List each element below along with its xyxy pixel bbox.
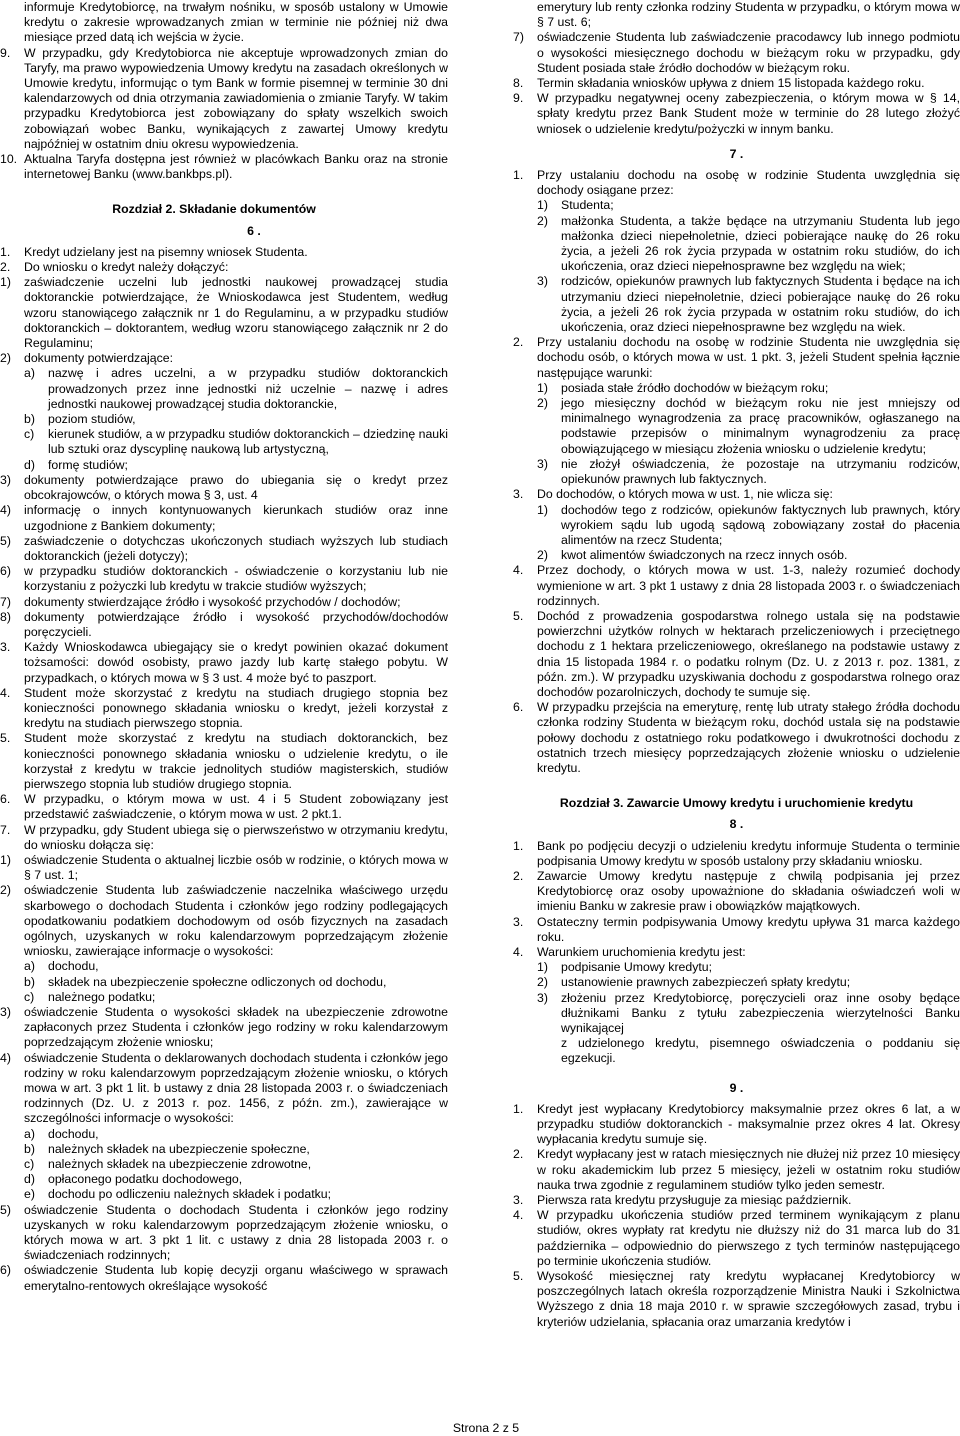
sub-item <box>0 534 448 564</box>
item-number: 1) <box>537 502 548 517</box>
list-item <box>513 335 960 381</box>
item-number: 5) <box>0 533 11 548</box>
list-item <box>513 91 960 137</box>
item-text: Wysokość miesięcznej raty kredytu wypłacanej Kredytobiorcy w poszczególnych latach określa rozporządzenie Ministra Nauki i Szkolnictwa Wyższego z dnia 18 maja 2010 r. w sprawie szczegółowych zasad, trybu i kryteriów udzielania, spłacania oraz umarzania kredytów i <box>537 1269 960 1329</box>
item-text: dochodu, <box>48 1126 99 1141</box>
item-number: 5. <box>513 1269 524 1284</box>
section-6-heading: 6 . <box>247 223 261 238</box>
item-text: formę studiów; <box>48 457 128 472</box>
item-text: podpisanie Umowy kredytu; <box>561 960 713 975</box>
item-text: opłaconego podatku dochodowego, <box>48 1172 243 1187</box>
item-text: W przypadku, gdy Student ubiega się o pierwszeństwo w otrzymaniu kredytu, do wniosku dołącza się: <box>24 822 448 852</box>
item-number: 1) <box>537 198 548 213</box>
item-text: Bank po podjęciu decyzji o udzieleniu kredytu informuje Studenta o terminie podpisania Umowy kredytu w sposób ustalony przy składaniu wniosku. <box>537 838 960 868</box>
list-item <box>0 260 448 275</box>
sub-sub-item <box>24 427 448 457</box>
item-number: 7) <box>513 30 524 45</box>
item-text: oświadczenie Studenta o aktualnej liczbie osób w rodzinie, o których mowa w § 7 ust. 1; <box>24 852 448 883</box>
item-text: oświadczenie Studenta lub zaświadczenie pracodawcy lub innego podmiotu o wysokości miesięcznego dochodu w bieżącym roku w przypadku, gdy Student posiada stałe źródło dochodów w bieżącym roku. <box>537 30 960 75</box>
list-item <box>513 1208 960 1269</box>
item-number: 3) <box>0 1005 11 1019</box>
item-number: 5. <box>513 608 524 623</box>
list-item <box>513 487 960 502</box>
sub-item <box>513 30 960 76</box>
item-number: 4) <box>0 1050 11 1065</box>
item-text: dokumenty potwierdzające prawo do ubiegania się o kredyt przez obcokrajowców, o których mowa § 3, ust. 4 <box>24 472 448 503</box>
item-text: Aktualna Taryfa dostępna jest również w placówkach Banku oraz na stronie internetowej Banku (www.bankbps.pl). <box>24 152 448 182</box>
item-text: dochodów tego z rodziców, opiekunów faktycznych lub prawnych, który wyrokiem sądu lub ugodą sądową zobowiązany został do płacenia alimentów na rzecz Studenta; <box>561 502 960 547</box>
item-text: oświadczenie Studenta o dochodach Studenta i członków jego rodziny uzyskanych w roku kalendarzowym poprzedzającym złożenie wniosku, o których mowa w art. 3 pkt 1 lit. c ustawy z dnia 28 listopada 2003 r. o świadczeniach rodzinnych; <box>24 1202 448 1263</box>
item-text: Do wniosku o kredyt należy dołączyć: <box>24 260 229 275</box>
list-item <box>0 823 448 853</box>
item-number: 3. <box>0 640 11 655</box>
list-item <box>513 945 960 960</box>
item-number: 4. <box>0 685 11 700</box>
sub-item <box>0 1005 448 1051</box>
list-item <box>0 640 448 686</box>
sub-item <box>537 457 960 487</box>
sub-item <box>0 1051 448 1127</box>
item-text: dokumenty stwierdzające źródło i wysokość przychodów / dochodów; <box>24 594 401 609</box>
item-text: Przez dochody, o których mowa w ust. 1-3, należy rozumieć dochody wymienione w art. 3 pkt 1 ustawy z dnia 28 listopada 2003 r. o świadczeniach rodzinnych. <box>537 563 960 608</box>
paragraph-9 <box>0 46 448 152</box>
sub-sub-item <box>24 959 448 974</box>
chapter-2-title: Rozdział 2. Składanie dokumentów <box>112 202 316 217</box>
item-text: W przypadku, o którym mowa w ust. 4 i 5 Student zobowiązany jest przedstawić zaświadczenie, o którym mowa w ust. 2 pkt.1. <box>24 792 448 822</box>
item-text: oświadczenie Studenta lub zaświadczenie naczelnika właściwego urzędu skarbowego o dochodach Studenta i członków jego rodziny podlegających opodatkowaniu podatkiem dochodowym od osób fizycznych na zasadach ogólnych, uzyskanych w roku kalendarzowym poprzedzającym złożenie wniosku, zawierające informacje o wysokości: <box>24 883 448 959</box>
sub-item <box>0 883 448 959</box>
item-text: Warunkiem uruchomienia kredytu jest: <box>537 944 746 959</box>
item-text: W przypadku, gdy Kredytobiorca nie akceptuje wprowadzonych zmian do Taryfy, ma prawo wypowiedzenia Umowy kredytu na zasadach określonych w Umowie kredytu, informując o tym Bank w formie pisemnej w terminie 30 dni kalendarzowych od dnia otrzymania zawiadomienia o zmianie Taryfy. W takim przypadku Kredytobiorca jest zobowiązany do spłaty wszelkich swoich zobowiązań wobec Banku, wynikających z zawartej Umowy kredytu najpóźniej w ostatnim dniu okresu wypowiedzenia. <box>24 45 448 151</box>
item-text: kwot alimentów świadczonych na rzecz innych osób. <box>561 548 848 563</box>
item-text: Pierwsza rata kredytu przysługuje za miesiąc październik. <box>537 1193 852 1208</box>
item-number: 1. <box>513 838 524 853</box>
item-number: 1) <box>537 960 548 975</box>
item-text: Kredyt jest wypłacany Kredytobiorcy maksymalnie przez okres 6 lat, a w przypadku studiów doktoranckich - maksymalnie przez okres 4 lat. Okresy wypłacania kredytu sumuje się. <box>537 1101 960 1147</box>
item-number: c) <box>24 1157 35 1172</box>
item-number: 1. <box>0 244 11 259</box>
item-text: składek na ubezpieczenie społeczne odliczonych od dochodu, <box>48 974 387 989</box>
item-number: a) <box>24 366 35 381</box>
sub-item <box>537 198 960 213</box>
page-number-footer: Strona 2 z 5 <box>452 1421 520 1435</box>
item-text: W przypadku negatywnej oceny zabezpieczenia, o którym mowa w § 14, spłaty kredytu przez Bank Student może w terminie do 28 lutego złożyć wniosek o udzielenie kredytu/pożyczki w innym banku. <box>537 91 960 136</box>
item-text: nazwę i adres uczelni, a w przypadku studiów doktoranckich prowadzonych przez inne jednostki niż uczelnie – nazwę i adres jednostki naukowej prowadzącej studia doktoranckie, <box>48 366 448 411</box>
sub-item <box>0 351 448 366</box>
item-number: a) <box>24 1126 35 1141</box>
item-text: jego miesięczny dochód w bieżącym roku nie jest mniejszy od minimalnego wynagrodzenia za pracę pracowników, ogłaszanego na podstawie przepisów o minimalnym wynagrodzeniu za pracę obowiązującego w miesiącu złożenia wniosku o udzielenie kredytu; <box>561 396 960 456</box>
item-text: Kredyt udzielany jest na pisemny wniosek Studenta. <box>24 244 308 259</box>
item-number: 2) <box>537 396 548 411</box>
item-text: dokumenty potwierdzające: <box>24 351 174 366</box>
list-item <box>513 168 960 198</box>
item-number: 2. <box>0 260 11 275</box>
sub-item <box>0 275 448 351</box>
item-text: Każdy Wnioskodawca ubiegający sie o kredyt powinien okazać dokument tożsamości: dowód osobisty, prawo jazdy lub kartę stałego pobytu. W przypadkach, o których mowa w § 3 ust. 4 może być to paszport. <box>24 640 448 685</box>
item-number: c) <box>24 989 35 1004</box>
item-text: W przypadku przejścia na emeryturę, rentę lub utraty stałego źródła dochodu członka rodziny Studenta w bieżącym roku, dochód ustala się na podstawie połowy dochodu z ostatniego roku podatkowego i dwukrotności dochodu z ostatnich trzech miesięcy poprzedzających złożenie wniosku o udzielenie kredytu. <box>537 700 960 775</box>
sub-item <box>0 473 448 503</box>
list-item <box>513 1147 960 1193</box>
list-item <box>513 76 960 91</box>
sub-item <box>0 503 448 533</box>
item-number: d) <box>24 457 35 472</box>
item-number: 3) <box>537 274 548 289</box>
item-number: 4. <box>513 563 524 578</box>
item-text: zaświadczenie uczelni lub jednostki naukowej prowadzącej studia doktoranckie potwierdzające, że Wnioskodawca jest Studentem, według wzoru stanowiącego załącznik nr 1 do Regulaminu, a w przypadku studiów doktoranckich – doktorantem, według wzoru stanowiącego załącznik nr 2 do Regulaminu; <box>24 275 448 351</box>
item-text: Ostateczny termin podpisywania Umowy kredytu upływa 31 marca każdego roku. <box>537 914 960 944</box>
item-number: 8. <box>513 76 524 91</box>
sub-item <box>0 1203 448 1264</box>
item-text: Zawarcie Umowy kredytu następuje z chwilą podpisania jej przez Kredytobiorcę oraz osoby upoważnione do składania oświadczeń woli w imieniu Banku w zakresie praw i obowiązków majątkowych. <box>537 868 960 914</box>
item-text: poziom studiów, <box>48 412 136 427</box>
item-text: Student może skorzystać z kredytu na studiach drugiego stopnia bez konieczności ponownego składania wniosku o kredyt, jeżeli korzystał z kredytu na studiach pierwszego stopnia. <box>24 685 448 731</box>
list-item <box>513 1269 960 1330</box>
list-item <box>513 700 960 776</box>
item-number: d) <box>24 1172 35 1187</box>
left-column <box>0 0 448 1294</box>
item-number: 3. <box>513 487 524 502</box>
list-item <box>0 731 448 792</box>
item-number: 3) <box>537 456 548 471</box>
chapter-3-title: Rozdział 3. Zawarcie Umowy kredytu i uruchomienie kredytu <box>559 796 914 811</box>
sub-sub-item <box>24 1142 448 1157</box>
item-text: małżonka Studenta, a także będące na utrzymaniu Studenta lub jego małżonka dzieci niepełnoletnie, dzieci pobierające naukę do 26 roku życia, a jeżeli 26 rok życia przypada w ostatnim roku studiów, do ich ukończenia, oraz dzieci niepełnosprawne bez względu na wiek; <box>561 213 960 274</box>
sub-item <box>537 991 960 1037</box>
continued-item: emerytury lub renty członka rodziny Studenta w przypadku, o którym mowa w § 7 ust. 6; <box>537 0 960 30</box>
item-number: 10. <box>0 152 18 167</box>
item-text: Termin składania wniosków upływa z dniem 15 listopada każdego roku. <box>537 76 925 91</box>
item-number: 1) <box>0 852 11 867</box>
item-text: ustanowienie prawnych zabezpieczeń spłaty kredytu; <box>561 975 851 990</box>
sub-item <box>0 610 448 640</box>
list-item <box>513 609 960 700</box>
sub-sub-item <box>24 975 448 990</box>
item-number: 2. <box>513 1147 524 1162</box>
item-text: Dochód z prowadzenia gospodarstwa rolnego ustala się na podstawie powierzchni użytków rolnych w hektarach przeliczeniowych i przeciętnego dochodu z 1 hektara przeliczeniowego, określanego na podstawie ustawy z dnia 15 listopada 1984 r. o podatku rolnym (Dz. U. z 2013 r. poz. 1381, z późn. zm.). W przypadku uzyskiwania dochodu z gospodarstwa rolnego oraz dochodów pozarolniczych, dochody te sumuje się. <box>537 608 960 699</box>
item-text: Studenta; <box>561 198 614 213</box>
paragraph-10 <box>0 152 448 182</box>
item-number: 2) <box>537 548 548 563</box>
item-text: oświadczenie Studenta o deklarowanych dochodach studenta i członków jego rodziny w roku kalendarzowym poprzedzającym złożenie wniosku, o których mowa w art. 3 pkt 1 lit. b ustawy z dnia 28 listopada 2003 r. o świadczeniach rodzinnych (Dz. U. z 2013 r. poz. 1456, z późn. zm.), zawierające w szczególności informacje o wysokości: <box>24 1050 448 1126</box>
list-item <box>513 563 960 609</box>
sub-sub-item <box>24 458 448 473</box>
item-text: Do dochodów, o których mowa w ust. 1, nie wlicza się: <box>537 487 833 502</box>
sub-item-continuation: z udzielonego kredytu, pisemnego oświadczenia o poddaniu się egzekucji. <box>561 1036 960 1066</box>
item-number: c) <box>24 427 35 442</box>
item-number: 2) <box>0 883 11 898</box>
item-number: 4. <box>513 944 524 959</box>
list-item <box>513 1102 960 1148</box>
item-number: 6. <box>0 792 11 807</box>
item-text: informację o innych kontynuowanych kierunkach studiów oraz inne uzgodnione z Bankiem dokumenty; <box>24 503 448 533</box>
item-number: 8) <box>0 609 11 624</box>
item-text: złożeniu przez Kredytobiorcę, poręczycieli oraz inne osoby będące dłużnikami Banku z tytułu zabezpieczenia wierzytelności Banku wynikającej <box>561 990 960 1035</box>
item-text: dochodu po odliczeniu należnych składek i podatku; <box>48 1187 332 1202</box>
intro-paragraph: informuje Kredytobiorcę, na trwałym nośniku, w sposób ustalony w Umowie kredytu o zakresie wprowadzanych zmian w terminie nie później niż dwa miesiące przed datą ich wejścia w życie. <box>24 0 448 45</box>
sub-item <box>537 274 960 335</box>
list-item <box>513 869 960 915</box>
sub-sub-item <box>24 990 448 1005</box>
item-number: 2) <box>537 975 548 990</box>
item-number: 2. <box>513 335 524 350</box>
list-item <box>513 915 960 945</box>
item-text: oświadczenie Studenta o wysokości składek na ubezpieczenie zdrowotne zapłaconych przez Studenta i członków jego rodziny w roku kalendarzowym poprzedzającym złożenie wniosku; <box>24 1005 448 1050</box>
sub-item <box>0 1263 448 1293</box>
section-9-heading: 9 . <box>729 1080 744 1095</box>
item-number: 7. <box>0 822 11 837</box>
list-item <box>0 792 448 822</box>
section-7-heading: 7 . <box>729 146 744 161</box>
item-number: b) <box>24 1141 35 1156</box>
item-number: 5) <box>0 1202 11 1217</box>
sub-item <box>537 960 960 975</box>
item-number: 6) <box>0 564 11 579</box>
item-number: 4. <box>513 1208 524 1223</box>
item-number: 3) <box>537 990 548 1005</box>
item-number: 9. <box>513 91 524 106</box>
item-number: a) <box>24 959 35 974</box>
sub-sub-item <box>24 366 448 412</box>
sub-item <box>537 503 960 549</box>
item-number: 5. <box>0 731 11 746</box>
item-number: 2) <box>0 351 11 366</box>
item-text: Przy ustalaniu dochodu na osobę w rodzinie Studenta nie uwzględnia się dochodu osób, o których mowa w ust. 1 pkt. 3, jeżeli Student spełnia łącznie następujące warunki: <box>537 335 960 380</box>
item-text: Przy ustalaniu dochodu na osobę w rodzinie Studenta uwzględnia się dochody osiągane przez: <box>537 168 960 198</box>
item-text: należnych składek na ubezpieczenie zdrowotne, <box>48 1157 312 1172</box>
item-number: 7) <box>0 594 11 609</box>
item-text: należnego podatku; <box>48 989 156 1004</box>
sub-sub-item <box>24 1172 448 1187</box>
item-number: 1) <box>537 380 548 395</box>
sub-item <box>537 381 960 396</box>
item-text: kierunek studiów, a w przypadku studiów doktoranckich – dziedzinę nauki lub sztuki oraz dyscyplinę naukową lub artystyczną, <box>48 427 448 457</box>
item-number: b) <box>24 412 35 427</box>
item-number: 6. <box>513 700 524 715</box>
item-text: oświadczenie Studenta lub kopię decyzji organu właściwego w sprawach emerytalno-rentowych określające wysokość <box>24 1263 448 1293</box>
sub-sub-item <box>24 412 448 427</box>
item-number: 2. <box>513 868 524 883</box>
item-text: rodziców, opiekunów prawnych lub faktycznych Studenta i będące na ich utrzymaniu dzieci niepełnoletnie, dzieci pobierające naukę do 26 roku życia, a jeżeli 26 rok życia przypada w ostatnim roku studiów, do ich ukończenia, oraz dzieci niepełnosprawne bez względu na wiek. <box>561 274 960 335</box>
item-number: 1. <box>513 168 524 183</box>
sub-item <box>537 396 960 457</box>
sub-sub-item <box>24 1187 448 1202</box>
sub-item <box>537 214 960 275</box>
item-text: należnych składek na ubezpieczenie społeczne, <box>48 1141 310 1156</box>
item-text: Kredyt wypłacany jest w ratach miesięcznych nie dłużej niż przez 10 miesięcy w roku akademickim lub przez 5 miesięcy, jeżeli w ostatnim roku studiów nauka trwa zgodnie z regulaminem studiów tylko jeden semestr. <box>537 1147 960 1192</box>
item-number: 3) <box>0 472 11 487</box>
sub-item <box>0 595 448 610</box>
item-text: W przypadku ukończenia studiów przed terminem wynikającym z planu studiów, okres wypłaty rat kredytu nie dłuższy niż do 31 marca lub do 31 października – odpowiednio do pierwszego z tych terminów następującego po terminie ukończenia studiów. <box>537 1208 960 1268</box>
item-number: 3. <box>513 914 524 929</box>
sub-sub-item <box>24 1127 448 1142</box>
item-text: posiada stałe źródło dochodów w bieżącym roku; <box>561 380 829 395</box>
item-text: w przypadku studiów doktoranckich - oświadczenie o korzystaniu lub nie korzystaniu z pożyczki lub kredytu w trakcie studiów wyższych; <box>24 564 448 594</box>
list-item <box>0 686 448 732</box>
item-number: 3. <box>513 1193 524 1208</box>
sub-sub-item <box>24 1157 448 1172</box>
list-item <box>0 245 448 260</box>
sub-item <box>0 564 448 594</box>
item-number: 1) <box>0 275 11 290</box>
sub-item <box>537 975 960 990</box>
item-number: 9. <box>0 45 11 60</box>
item-text: zaświadczenie o dotychczas ukończonych studiach wyższych lub studiach doktoranckich (jeżeli dotyczy); <box>24 533 448 563</box>
item-text: nie złożył oświadczenia, że pozostaje na utrzymaniu rodziców, opiekunów prawnych lub faktycznych. <box>561 456 960 487</box>
item-number: 2) <box>537 213 548 228</box>
sub-item <box>0 853 448 883</box>
item-number: 6) <box>0 1263 11 1278</box>
item-text: dokumenty potwierdzające źródło i wysokość przychodów/dochodów poręczycieli. <box>24 609 448 639</box>
sub-item <box>537 548 960 563</box>
item-number: 4) <box>0 503 11 518</box>
list-item <box>513 1193 960 1208</box>
right-column <box>513 0 960 1330</box>
item-number: b) <box>24 974 35 989</box>
item-text: Student może skorzystać z kredytu na studiach doktoranckich, bez konieczności ponownego składania wniosku o udzielenie kredytu, o ile korzystał z kredytu w trakcie jednolitych studiów magisterskich, studiów pierwszego stopnia lub studiów drugiego stopnia. <box>24 731 448 791</box>
item-number: e) <box>24 1187 35 1202</box>
list-item <box>513 839 960 869</box>
section-8-heading: 8 . <box>729 817 744 832</box>
item-number: 1. <box>513 1101 524 1116</box>
item-text: dochodu, <box>48 959 99 974</box>
